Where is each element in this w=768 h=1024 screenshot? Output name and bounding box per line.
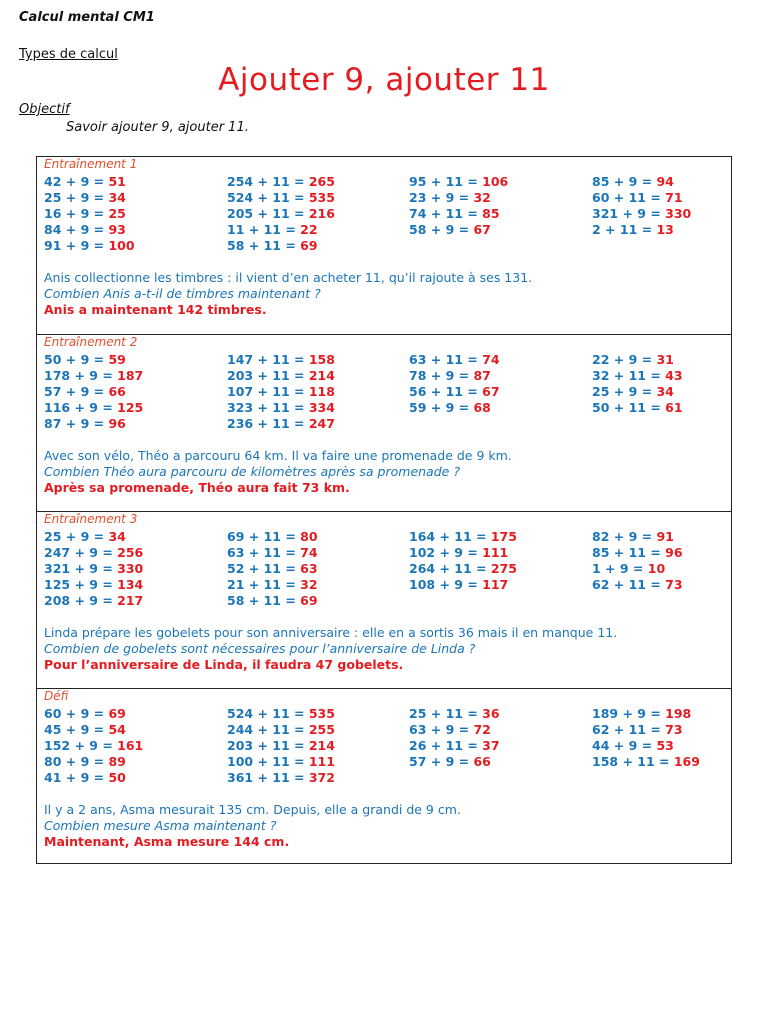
calc-expression: 52 + 11 = — [227, 561, 301, 576]
calc-expression: 50 + 9 = — [44, 352, 109, 367]
calc-row — [592, 722, 700, 738]
problem-question: Combien Théo aura parcouru de kilomètres après sa promenade ? — [44, 464, 460, 479]
calc-answer: 214 — [308, 368, 335, 383]
calc-answer: 118 — [308, 384, 335, 399]
calc-expression: 25 + 11 = — [409, 706, 483, 721]
section-4 — [37, 688, 731, 863]
calc-expression: 26 + 11 = — [409, 738, 483, 753]
calc-expression: 42 + 9 = — [44, 174, 109, 189]
calc-row — [44, 384, 143, 400]
calc-column — [44, 174, 135, 254]
calc-answer: 74 — [300, 545, 318, 560]
calc-answer: 94 — [656, 174, 674, 189]
calc-answer: 89 — [108, 754, 126, 769]
calc-answer: 247 — [308, 416, 335, 431]
calc-answer: 330 — [117, 561, 144, 576]
calc-column — [44, 529, 143, 609]
calc-column — [409, 529, 517, 593]
calc-row — [227, 352, 335, 368]
calc-answer: 34 — [108, 190, 126, 205]
calc-expression: 82 + 9 = — [592, 529, 657, 544]
calc-expression: 58 + 11 = — [227, 238, 301, 253]
section-1 — [37, 157, 731, 334]
calc-expression: 69 + 11 = — [227, 529, 301, 544]
calc-answer: 96 — [108, 416, 126, 431]
calc-answer: 256 — [117, 545, 144, 560]
calc-answer: 32 — [473, 190, 491, 205]
calc-row — [44, 222, 135, 238]
calc-answer: 125 — [117, 400, 144, 415]
calc-row — [409, 222, 508, 238]
calc-row — [592, 174, 691, 190]
calc-expression: 25 + 9 = — [592, 384, 657, 399]
calc-expression: 102 + 9 = — [409, 545, 483, 560]
calc-answer: 37 — [482, 738, 500, 753]
calc-answer: 72 — [473, 722, 491, 737]
problem-question: Combien mesure Asma maintenant ? — [44, 818, 277, 833]
calc-answer: 71 — [665, 190, 683, 205]
calc-answer: 10 — [647, 561, 666, 576]
calc-expression: 158 + 11 = — [592, 754, 674, 769]
calc-answer: 34 — [656, 384, 674, 399]
calc-answer: 31 — [656, 352, 674, 367]
calc-row — [409, 545, 517, 561]
calc-answer: 36 — [482, 706, 500, 721]
calc-answer: 50 — [108, 770, 126, 785]
calc-row — [44, 770, 143, 786]
calc-answer: 158 — [308, 352, 335, 367]
calc-answer: 63 — [300, 561, 318, 576]
calc-row — [592, 400, 683, 416]
calc-row — [592, 352, 683, 368]
section-3 — [37, 511, 731, 688]
calc-expression: 32 + 11 = — [592, 368, 666, 383]
problem-answer: Maintenant, Asma mesure 144 cm. — [44, 834, 290, 849]
calc-answer: 275 — [490, 561, 517, 576]
calc-row — [409, 384, 500, 400]
calc-answer: 68 — [473, 400, 491, 415]
calc-column — [409, 352, 500, 416]
calc-answer: 13 — [656, 222, 674, 237]
calc-row — [409, 352, 500, 368]
calc-answer: 265 — [308, 174, 335, 189]
calc-answer: 66 — [108, 384, 126, 399]
calc-row — [227, 561, 318, 577]
problem-answer: Pour l’anniversaire de Linda, il faudra 47 gobelets. — [44, 657, 404, 672]
calc-row — [227, 190, 335, 206]
calc-expression: 78 + 9 = — [409, 368, 474, 383]
calc-answer: 198 — [665, 706, 692, 721]
calc-column — [592, 174, 691, 238]
calc-row — [227, 238, 335, 254]
calc-row — [44, 368, 143, 384]
calc-expression: 85 + 11 = — [592, 545, 666, 560]
calc-row — [227, 706, 335, 722]
calc-column — [227, 529, 318, 609]
calc-answer: 106 — [482, 174, 509, 189]
calc-row — [227, 222, 335, 238]
calc-row — [409, 206, 508, 222]
problem-question: Combien de gobelets sont nécessaires pour l’anniversaire de Linda ? — [44, 641, 476, 656]
calc-expression: 57 + 9 = — [44, 384, 109, 399]
calc-expression: 58 + 9 = — [409, 222, 474, 237]
calc-answer: 372 — [308, 770, 335, 785]
calc-expression: 361 + 11 = — [227, 770, 309, 785]
calc-expression: 59 + 9 = — [409, 400, 474, 415]
calc-expression: 116 + 9 = — [44, 400, 118, 415]
calc-expression: 189 + 9 = — [592, 706, 666, 721]
calc-expression: 95 + 11 = — [409, 174, 483, 189]
calc-row — [44, 706, 143, 722]
problem-question: Combien Anis a-t-il de timbres maintenant ? — [44, 286, 321, 301]
calc-row — [44, 754, 143, 770]
section-label: Entraînement 1 — [44, 157, 138, 171]
calc-expression: 63 + 9 = — [409, 722, 474, 737]
calc-column — [44, 706, 143, 786]
calc-row — [227, 368, 335, 384]
calc-expression: 60 + 9 = — [44, 706, 109, 721]
calc-answer: 96 — [665, 545, 683, 560]
problem-answer: Après sa promenade, Théo aura fait 73 km. — [44, 480, 350, 495]
calc-row — [592, 384, 683, 400]
calc-expression: 91 + 9 = — [44, 238, 109, 253]
calc-expression: 1 + 9 = — [592, 561, 648, 576]
calc-answer: 175 — [490, 529, 517, 544]
calc-expression: 74 + 11 = — [409, 206, 483, 221]
calc-row — [409, 577, 517, 593]
calc-answer: 80 — [300, 529, 318, 544]
calc-row — [227, 593, 318, 609]
calc-row — [409, 706, 500, 722]
calc-answer: 161 — [117, 738, 144, 753]
calc-expression: 244 + 11 = — [227, 722, 309, 737]
calc-expression: 44 + 9 = — [592, 738, 657, 753]
word-problem — [44, 270, 532, 318]
calc-expression: 62 + 11 = — [592, 577, 666, 592]
calc-expression: 22 + 9 = — [592, 352, 657, 367]
calc-answer: 91 — [656, 529, 674, 544]
calc-answer: 22 — [300, 222, 318, 237]
calc-answer: 93 — [108, 222, 126, 237]
section-2 — [37, 334, 731, 511]
calc-expression: 41 + 9 = — [44, 770, 109, 785]
problem-text: Linda prépare les gobelets pour son anniversaire : elle en a sortis 36 mais il en manque 11. — [44, 625, 618, 640]
calc-answer: 73 — [665, 577, 683, 592]
calc-row — [409, 738, 500, 754]
calc-expression: 524 + 11 = — [227, 190, 309, 205]
calc-row — [592, 738, 700, 754]
calc-row — [44, 416, 143, 432]
calc-row — [227, 754, 335, 770]
calc-row — [409, 722, 500, 738]
calc-answer: 169 — [673, 754, 700, 769]
calc-answer: 117 — [482, 577, 509, 592]
calc-row — [227, 174, 335, 190]
calc-expression: 25 + 9 = — [44, 190, 109, 205]
calc-answer: 51 — [108, 174, 126, 189]
calc-answer: 69 — [300, 238, 318, 253]
calc-row — [227, 770, 335, 786]
calc-row — [592, 706, 700, 722]
calc-expression: 62 + 11 = — [592, 722, 666, 737]
calc-expression: 2 + 11 = — [592, 222, 657, 237]
calc-row — [592, 206, 691, 222]
calc-row — [44, 529, 143, 545]
calc-row — [409, 400, 500, 416]
calc-row — [227, 206, 335, 222]
calc-row — [592, 190, 691, 206]
calc-answer: 134 — [117, 577, 144, 592]
calc-expression: 85 + 9 = — [592, 174, 657, 189]
calc-row — [592, 368, 683, 384]
calc-answer: 59 — [108, 352, 126, 367]
calc-row — [592, 222, 691, 238]
calc-column — [227, 706, 335, 786]
calc-answer: 67 — [482, 384, 500, 399]
calc-row — [409, 174, 508, 190]
calc-expression: 25 + 9 = — [44, 529, 109, 544]
calc-answer: 535 — [308, 190, 335, 205]
calc-expression: 321 + 9 = — [592, 206, 666, 221]
calc-expression: 80 + 9 = — [44, 754, 109, 769]
calc-answer: 87 — [473, 368, 491, 383]
calc-answer: 330 — [665, 206, 692, 221]
calc-row — [409, 368, 500, 384]
word-problem — [44, 802, 461, 850]
calc-expression: 524 + 11 = — [227, 706, 309, 721]
types-label: Types de calcul — [19, 47, 118, 62]
calc-row — [409, 190, 508, 206]
calc-row — [44, 400, 143, 416]
calc-expression: 63 + 11 = — [227, 545, 301, 560]
calc-column — [592, 706, 700, 770]
calc-row — [227, 529, 318, 545]
calc-answer: 53 — [656, 738, 674, 753]
calc-expression: 11 + 11 = — [227, 222, 301, 237]
calc-answer: 54 — [108, 722, 126, 737]
calc-answer: 69 — [300, 593, 318, 608]
section-label: Entraînement 3 — [44, 512, 138, 526]
calc-answer: 61 — [665, 400, 683, 415]
calc-expression: 58 + 11 = — [227, 593, 301, 608]
calc-row — [44, 593, 143, 609]
calc-row — [227, 545, 318, 561]
calc-answer: 32 — [300, 577, 318, 592]
calc-expression: 247 + 9 = — [44, 545, 118, 560]
calc-row — [44, 238, 135, 254]
calc-expression: 50 + 11 = — [592, 400, 666, 415]
calc-expression: 60 + 11 = — [592, 190, 666, 205]
calc-row — [44, 174, 135, 190]
calc-expression: 57 + 9 = — [409, 754, 474, 769]
section-label: Défi — [44, 689, 69, 703]
calc-expression: 107 + 11 = — [227, 384, 309, 399]
calc-answer: 69 — [108, 706, 126, 721]
calc-expression: 63 + 11 = — [409, 352, 483, 367]
calc-column — [227, 352, 335, 432]
calc-column — [409, 706, 500, 770]
calc-row — [44, 738, 143, 754]
calc-expression: 236 + 11 = — [227, 416, 309, 431]
calc-answer: 111 — [308, 754, 335, 769]
calc-row — [44, 722, 143, 738]
calc-expression: 100 + 11 = — [227, 754, 309, 769]
calc-expression: 264 + 11 = — [409, 561, 491, 576]
calc-row — [227, 577, 318, 593]
calc-row — [592, 545, 683, 561]
calc-answer: 255 — [308, 722, 335, 737]
calc-column — [44, 352, 143, 432]
document-label: Calcul mental CM1 — [19, 10, 155, 25]
calc-row — [227, 416, 335, 432]
calc-expression: 323 + 11 = — [227, 400, 309, 415]
calc-answer: 216 — [308, 206, 335, 221]
calc-expression: 21 + 11 = — [227, 577, 301, 592]
calc-column — [227, 174, 335, 254]
calc-expression: 205 + 11 = — [227, 206, 309, 221]
calc-expression: 164 + 11 = — [409, 529, 491, 544]
calc-row — [227, 400, 335, 416]
calc-expression: 208 + 9 = — [44, 593, 118, 608]
calc-row — [44, 190, 135, 206]
calc-expression: 254 + 11 = — [227, 174, 309, 189]
calc-column — [592, 529, 683, 593]
calc-row — [409, 754, 500, 770]
calc-row — [44, 561, 143, 577]
calc-answer: 67 — [473, 222, 491, 237]
calc-answer: 66 — [473, 754, 491, 769]
calc-row — [409, 529, 517, 545]
calc-row — [592, 754, 700, 770]
calc-answer: 217 — [117, 593, 144, 608]
calc-expression: 84 + 9 = — [44, 222, 109, 237]
page-title: Ajouter 9, ajouter 11 — [218, 62, 550, 98]
section-label: Entraînement 2 — [44, 335, 138, 349]
calc-expression: 16 + 9 = — [44, 206, 109, 221]
calc-answer: 535 — [308, 706, 335, 721]
calc-answer: 25 — [108, 206, 126, 221]
calc-expression: 178 + 9 = — [44, 368, 118, 383]
objective-text: Savoir ajouter 9, ajouter 11. — [66, 120, 249, 135]
calc-answer: 85 — [482, 206, 500, 221]
objective-label: Objectif — [19, 102, 70, 117]
calc-row — [592, 529, 683, 545]
calc-expression: 203 + 11 = — [227, 368, 309, 383]
calc-column — [409, 174, 508, 238]
calc-row — [227, 722, 335, 738]
calc-row — [409, 561, 517, 577]
calc-expression: 23 + 9 = — [409, 190, 474, 205]
calc-answer: 334 — [308, 400, 335, 415]
calc-expression: 203 + 11 = — [227, 738, 309, 753]
calc-expression: 108 + 9 = — [409, 577, 483, 592]
calc-row — [592, 561, 683, 577]
calc-answer: 187 — [117, 368, 144, 383]
calc-row — [44, 206, 135, 222]
calc-answer: 43 — [665, 368, 683, 383]
problem-answer: Anis a maintenant 142 timbres. — [44, 302, 267, 317]
problem-text: Anis collectionne les timbres : il vient d’en acheter 11, qu’il rajoute à ses 131. — [44, 270, 533, 285]
problem-text: Avec son vélo, Théo a parcouru 64 km. Il va faire une promenade de 9 km. — [44, 448, 512, 463]
calc-expression: 45 + 9 = — [44, 722, 109, 737]
calc-expression: 56 + 11 = — [409, 384, 483, 399]
problem-text: Il y a 2 ans, Asma mesurait 135 cm. Depuis, elle a grandi de 9 cm. — [44, 802, 461, 817]
calc-expression: 125 + 9 = — [44, 577, 118, 592]
calc-answer: 74 — [482, 352, 500, 367]
calc-answer: 111 — [482, 545, 509, 560]
calc-expression: 321 + 9 = — [44, 561, 118, 576]
calc-answer: 34 — [108, 529, 126, 544]
calc-row — [592, 577, 683, 593]
calc-row — [44, 352, 143, 368]
calc-expression: 147 + 11 = — [227, 352, 309, 367]
word-problem — [44, 625, 617, 673]
calc-row — [227, 384, 335, 400]
calc-row — [227, 738, 335, 754]
calc-row — [44, 577, 143, 593]
calc-answer: 100 — [108, 238, 135, 253]
worksheet-table — [36, 156, 732, 864]
calc-expression: 152 + 9 = — [44, 738, 118, 753]
word-problem — [44, 448, 512, 496]
calc-answer: 214 — [308, 738, 335, 753]
calc-column — [592, 352, 683, 416]
calc-expression: 87 + 9 = — [44, 416, 109, 431]
calc-answer: 73 — [665, 722, 683, 737]
calc-row — [44, 545, 143, 561]
